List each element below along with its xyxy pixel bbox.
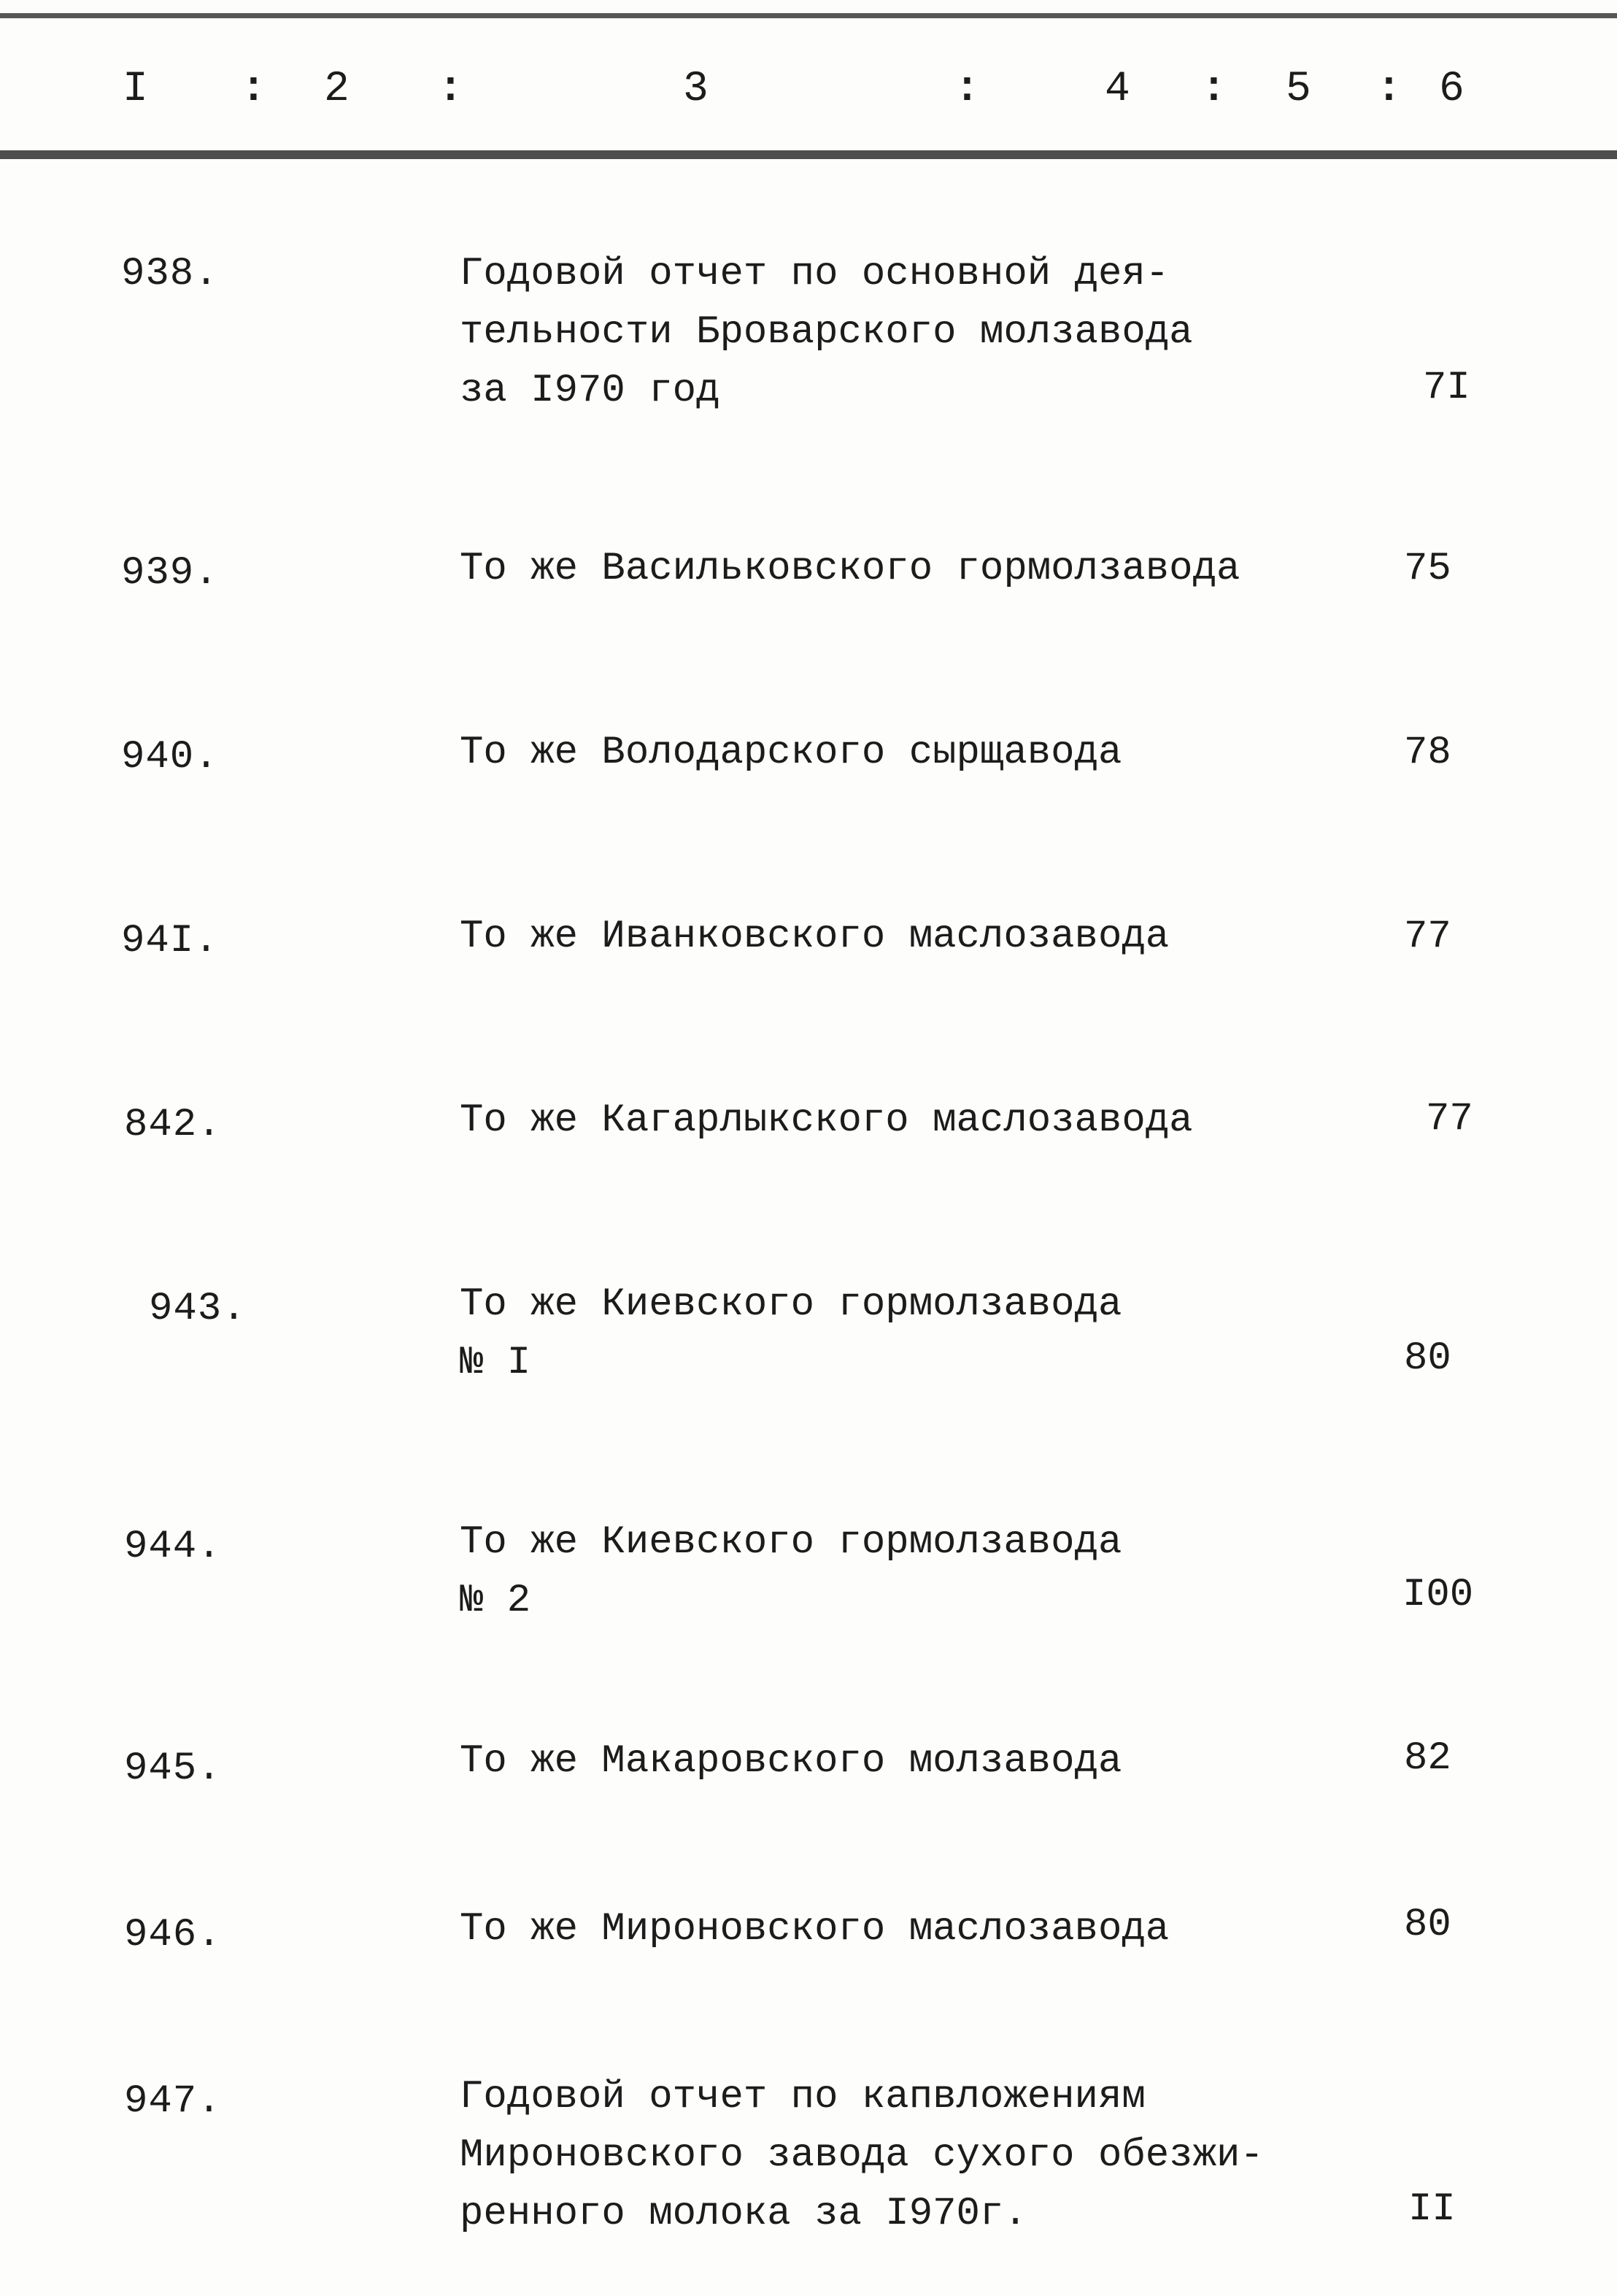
column-header-3: 3 (683, 66, 709, 113)
item-description (460, 908, 1313, 966)
description-line: То же Иванковского маслозавода (460, 914, 1170, 959)
description-line: № 2 (460, 1579, 531, 1623)
column-header-2: 2 (324, 66, 350, 113)
item-number: 842. (124, 1103, 222, 1147)
item-description (460, 2068, 1313, 2243)
description-line: То же Киевского гормолзавода (460, 1520, 1122, 1565)
column-separator: : (438, 66, 463, 113)
item-sheets: 77 (1426, 1097, 1473, 1141)
item-sheets: 77 (1404, 914, 1451, 959)
column-header-5: 5 (1286, 66, 1311, 113)
item-number: 946. (124, 1913, 222, 1957)
description-line: № I (460, 1341, 531, 1385)
description-line: То же Мироновского маслозавода (460, 1907, 1170, 1952)
description-line: за I970 год (460, 369, 720, 413)
description-line: ренного молока за I970г. (460, 2192, 1027, 2236)
item-number: 938. (121, 252, 219, 296)
description-line: То же Кагарлыкского маслозавода (460, 1098, 1193, 1143)
description-line: То же Васильковского гормолзавода (460, 547, 1240, 591)
item-number: 947. (124, 2079, 222, 2124)
description-line: Годовой отчет по капвложениям (460, 2075, 1146, 2119)
item-description (460, 724, 1313, 782)
description-line: То же Макаровского молзавода (460, 1739, 1122, 1784)
item-number: 94I. (121, 919, 219, 963)
item-description (460, 1733, 1313, 1791)
description-line: То же Киевского гормолзавода (460, 1282, 1122, 1327)
item-description (460, 540, 1313, 598)
item-number: 943. (149, 1287, 247, 1331)
top-rule (0, 13, 1617, 18)
column-separator: : (1201, 66, 1227, 113)
description-line: То же Володарского сырщавода (460, 731, 1122, 775)
item-sheets: I00 (1402, 1573, 1474, 1617)
item-number: 939. (121, 551, 219, 596)
column-header-6: 6 (1439, 66, 1464, 113)
item-sheets: 82 (1404, 1736, 1451, 1781)
item-sheets: 78 (1404, 731, 1451, 775)
item-description (460, 245, 1313, 420)
item-number: 944. (124, 1525, 222, 1569)
item-sheets: 80 (1404, 1336, 1451, 1381)
description-line: Годовой отчет по основной дея- (460, 252, 1170, 296)
column-separator: : (954, 66, 980, 113)
item-description (460, 1092, 1313, 1150)
item-description (460, 1276, 1313, 1392)
description-line: тельности Броварского молзавода (460, 310, 1193, 355)
item-number: 940. (121, 735, 219, 779)
column-separator: : (1376, 66, 1402, 113)
item-description (460, 1514, 1313, 1630)
header-bottom-rule (0, 150, 1617, 159)
item-sheets: II (1408, 2187, 1456, 2232)
item-sheets: 7I (1423, 366, 1470, 410)
column-header-1: I (123, 66, 148, 113)
description-line: Мироновского завода сухого обезжи- (460, 2133, 1264, 2178)
item-sheets: 80 (1404, 1903, 1451, 1947)
column-separator: : (241, 66, 266, 113)
item-number: 945. (124, 1746, 222, 1791)
item-description (460, 1900, 1313, 1959)
column-header-4: 4 (1105, 66, 1130, 113)
item-sheets: 75 (1404, 547, 1451, 591)
